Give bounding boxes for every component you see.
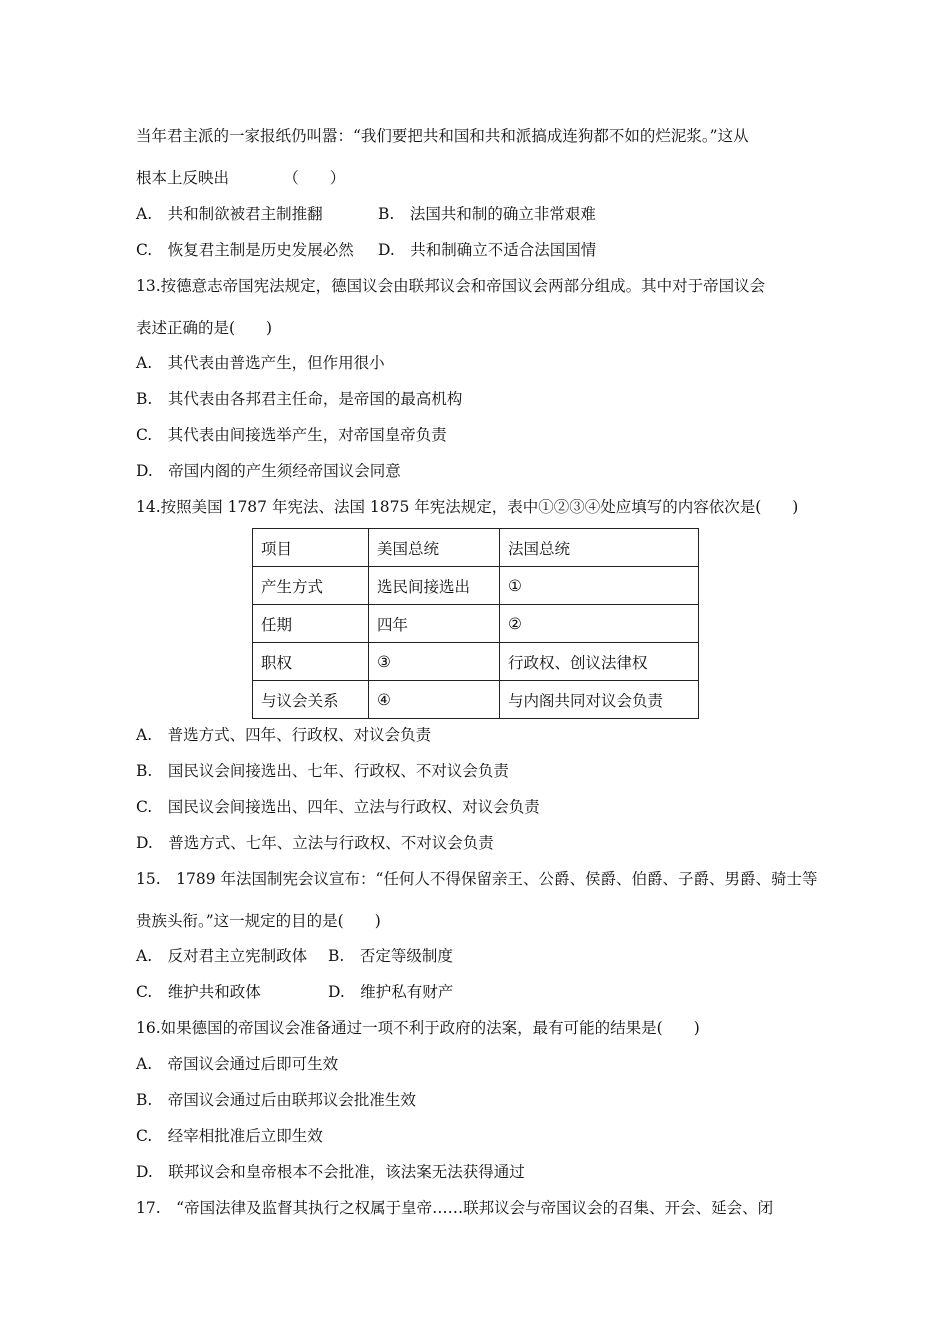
table-cell: 行政权、创议法律权 <box>500 643 699 681</box>
q14-option-d[interactable]: D. 普选方式、七年、立法与行政权、不对议会负责 <box>136 834 494 852</box>
table-cell: 与议会关系 <box>253 681 369 719</box>
table-cell: 任期 <box>253 605 369 643</box>
q15-option-d[interactable]: D. 维护私有财产 <box>328 983 454 1001</box>
q15-options-row1 <box>136 946 453 966</box>
table-cell: 与内阁共同对议会负责 <box>500 681 699 719</box>
table-row <box>253 567 699 605</box>
table-cell: 四年 <box>369 605 500 643</box>
q13-option-d[interactable]: D. 帝国内阁的产生须经帝国议会同意 <box>136 462 401 480</box>
q12-option-b[interactable]: B. 法国共和制的确立非常艰难 <box>378 205 596 223</box>
table-row <box>253 529 699 567</box>
q12-option-d[interactable]: D. 共和制确立不适合法国国情 <box>378 241 597 259</box>
q14-option-b[interactable]: B. 国民议会间接选出、七年、行政权、不对议会负责 <box>136 762 509 780</box>
table-cell: ③ <box>369 643 500 681</box>
q16-option-d[interactable]: D. 联邦议会和皇帝根本不会批准，该法案无法获得通过 <box>136 1163 525 1181</box>
q14-option-a[interactable]: A. 普选方式、四年、行政权、对议会负责 <box>136 726 432 744</box>
q17-stem-line1: 17. “帝国法律及监督其执行之权属于皇帝……联邦议会与帝国议会的召集、开会、延会、闭 <box>136 1199 774 1217</box>
table-cell: 美国总统 <box>369 529 500 567</box>
q15-option-b[interactable]: B. 否定等级制度 <box>328 947 453 965</box>
q14-comparison-table <box>252 528 699 719</box>
q15-options-row2 <box>136 982 453 1002</box>
q15-option-c[interactable]: C. 维护共和政体 <box>136 983 261 1001</box>
q14-stem: 14.按照美国 1787 年宪法、法国 1875 年宪法规定，表中①②③④处应填写的内容依次是( ) <box>136 498 799 516</box>
q15-stem-line2: 贵族头衔。”这一规定的目的是( ) <box>136 912 381 930</box>
table-row <box>253 681 699 719</box>
table-cell: 项目 <box>253 529 369 567</box>
q12-stem-line1: 当年君主派的一家报纸仍叫嚣：“我们要把共和国和共和派搞成连狗都不如的烂泥浆。”这从 <box>136 127 749 145</box>
q13-stem-line2: 表述正确的是( ) <box>136 319 273 337</box>
q12-option-a[interactable]: A. 共和制欲被君主制推翻 <box>136 205 323 223</box>
table-cell: ① <box>500 567 699 605</box>
table-row <box>253 605 699 643</box>
table-cell: 法国总统 <box>500 529 699 567</box>
q15-option-a[interactable]: A. 反对君主立宪制政体 <box>136 947 308 965</box>
table-cell: ④ <box>369 681 500 719</box>
q13-option-c[interactable]: C. 其代表由间接选举产生，对帝国皇帝负责 <box>136 426 447 444</box>
q16-option-c[interactable]: C. 经宰相批准后立即生效 <box>136 1127 323 1145</box>
q13-option-a[interactable]: A. 其代表由普选产生，但作用很小 <box>136 354 385 372</box>
q14-option-c[interactable]: C. 国民议会间接选出、四年、立法与行政权、对议会负责 <box>136 798 540 816</box>
q12-stem-line2: 根本上反映出 （ ） <box>136 169 346 187</box>
table-row <box>253 643 699 681</box>
table-cell: 职权 <box>253 643 369 681</box>
q16-option-b[interactable]: B. 帝国议会通过后由联邦议会批准生效 <box>136 1091 416 1109</box>
table-cell: 产生方式 <box>253 567 369 605</box>
q16-stem: 16.如果德国的帝国议会准备通过一项不利于政府的法案，最有可能的结果是( ) <box>136 1019 700 1037</box>
q12-options-row1 <box>136 204 596 224</box>
table-cell: ② <box>500 605 699 643</box>
q13-stem-line1: 13.按德意志帝国宪法规定，德国议会由联邦议会和帝国议会两部分组成。其中对于帝国议会 <box>136 277 766 295</box>
q12-options-row2 <box>136 240 596 260</box>
q12-option-c[interactable]: C. 恢复君主制是历史发展必然 <box>136 241 354 259</box>
q15-stem-line1: 15. 1789 年法国制宪会议宣布：“任何人不得保留亲王、公爵、侯爵、伯爵、子爵、男爵、骑士等 <box>136 870 818 888</box>
q16-option-a[interactable]: A. 帝国议会通过后即可生效 <box>136 1055 339 1073</box>
table-cell: 选民间接选出 <box>369 567 500 605</box>
q13-option-b[interactable]: B. 其代表由各邦君主任命，是帝国的最高机构 <box>136 390 463 408</box>
